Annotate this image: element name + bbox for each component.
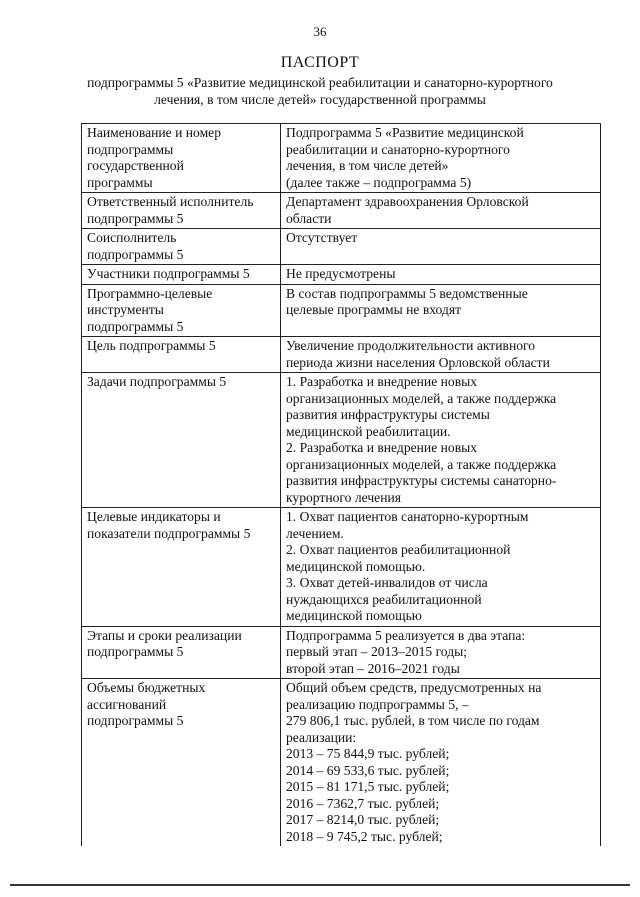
row-value-line: Отсутствует bbox=[286, 230, 358, 245]
row-value-line: 2018 – 9 745,2 тыс. рублей; bbox=[286, 828, 443, 844]
row-label-line: Объемы бюджетных bbox=[87, 680, 206, 695]
row-value-cell bbox=[281, 124, 601, 193]
row-value-line: реализацию подпрограммы 5, – bbox=[286, 696, 469, 712]
row-label-cell bbox=[82, 508, 281, 627]
row-value-line: 3. Охват детей-инвалидов от числа bbox=[286, 575, 488, 590]
table-row bbox=[82, 124, 601, 193]
row-label-cell bbox=[82, 124, 281, 193]
row-label-line: ассигнований bbox=[87, 696, 167, 712]
table-row bbox=[82, 284, 601, 337]
row-label-cell bbox=[82, 679, 281, 847]
row-label-cell bbox=[82, 265, 281, 285]
row-value-line: лечения, в том числе детей» bbox=[286, 158, 449, 173]
row-value-cell bbox=[281, 373, 601, 508]
row-value-line: первый этап – 2013–2015 годы; bbox=[286, 644, 468, 659]
row-label-line: Задачи подпрограммы 5 bbox=[87, 374, 227, 389]
row-value-line: целевые программы не входят bbox=[286, 302, 462, 317]
row-label-line: Целевые индикаторы и bbox=[87, 509, 221, 524]
row-value-line: развития инфраструктуры системы bbox=[286, 407, 490, 422]
document-title: ПАСПОРТ bbox=[280, 54, 360, 71]
row-label-cell bbox=[82, 229, 281, 265]
row-label-line: Соисполнитель bbox=[87, 230, 177, 245]
document-subtitle: подпрограммы 5 «Развитие медицинской реабилитации и санаторно-курортного лечения, в том числе детей» государственной программы bbox=[87, 75, 553, 107]
table-row bbox=[82, 193, 601, 229]
row-value-cell bbox=[281, 626, 601, 679]
row-value-line: 279 806,1 тыс. рублей, в том числе по годам bbox=[286, 713, 540, 728]
row-value-line: Общий объем средств, предусмотренных на bbox=[286, 680, 542, 695]
row-value-line: Не предусмотрены bbox=[286, 266, 396, 281]
row-value-line: реализации: bbox=[286, 729, 357, 745]
row-value-line: курортного лечения bbox=[286, 489, 402, 505]
row-label-cell bbox=[82, 193, 281, 229]
row-value-line: реабилитации и санаторно-курортного bbox=[286, 141, 510, 157]
row-value-cell bbox=[281, 229, 601, 265]
table-row bbox=[82, 373, 601, 508]
page-number: 36 bbox=[313, 24, 327, 39]
row-label-line: подпрограммы 5 bbox=[87, 210, 184, 226]
row-label-line: подпрограммы 5 bbox=[87, 713, 184, 728]
table-row bbox=[82, 508, 601, 627]
row-label-line: Участники подпрограммы 5 bbox=[87, 266, 250, 281]
row-label-line: Цель подпрограммы 5 bbox=[87, 338, 216, 353]
row-label-cell bbox=[82, 626, 281, 679]
row-label-cell bbox=[82, 284, 281, 337]
row-label-line: показатели подпрограммы 5 bbox=[87, 525, 251, 541]
passport-table bbox=[81, 123, 601, 846]
table-row bbox=[82, 337, 601, 373]
row-label-line: инструменты bbox=[87, 302, 164, 317]
row-value-line: 2015 – 81 171,5 тыс. рублей; bbox=[286, 779, 450, 794]
row-value-cell bbox=[281, 193, 601, 229]
row-value-line: В состав подпрограммы 5 ведомственные bbox=[286, 285, 528, 301]
table-row bbox=[82, 229, 601, 265]
row-value-line: 2. Охват пациентов реабилитационной bbox=[286, 542, 511, 557]
row-value-line: 2013 – 75 844,9 тыс. рублей; bbox=[286, 746, 450, 761]
row-label-line: подпрограммы 5 bbox=[87, 644, 184, 659]
table-row bbox=[82, 265, 601, 285]
row-value-cell bbox=[281, 508, 601, 627]
row-label-line: Ответственный исполнитель bbox=[87, 194, 254, 209]
row-value-line: (далее также – подпрограмма 5) bbox=[286, 174, 472, 190]
row-value-cell bbox=[281, 679, 601, 847]
row-value-line: медицинской помощью. bbox=[286, 558, 426, 574]
row-value-line: Департамент здравоохранения Орловской bbox=[286, 194, 529, 209]
row-value-line: медицинской помощью bbox=[286, 608, 422, 623]
row-label-line: государственной bbox=[87, 158, 184, 173]
row-label-line: Программно-целевые bbox=[87, 285, 213, 301]
row-value-line: 2016 – 7362,7 тыс. рублей; bbox=[286, 795, 440, 811]
row-value-line: Подпрограмма 5 реализуется в два этапа: bbox=[286, 627, 526, 643]
row-value-line: второй этап – 2016–2021 годы bbox=[286, 660, 460, 676]
row-value-line: области bbox=[286, 210, 332, 226]
row-value-cell bbox=[281, 337, 601, 373]
row-value-line: Увеличение продолжительности активного bbox=[286, 338, 536, 353]
row-label-line: Наименование и номер bbox=[87, 125, 222, 140]
row-value-line: периода жизни населения Орловской области bbox=[286, 354, 550, 370]
row-label-line: подпрограммы 5 bbox=[87, 318, 184, 334]
row-value-line: 1. Разработка и внедрение новых bbox=[286, 374, 478, 389]
row-value-line: Подпрограмма 5 «Развитие медицинской bbox=[286, 125, 524, 140]
row-value-line: организационных моделей, а также поддержка bbox=[286, 456, 557, 472]
row-label-cell bbox=[82, 337, 281, 373]
row-label-line: Этапы и сроки реализации bbox=[87, 627, 242, 643]
row-value-line: лечением. bbox=[286, 525, 344, 541]
row-value-line: 2017 – 8214,0 тыс. рублей; bbox=[286, 812, 440, 827]
row-value-line: 1. Охват пациентов санаторно-курортным bbox=[286, 509, 529, 524]
row-label-line: подпрограммы 5 bbox=[87, 246, 184, 262]
row-value-line: 2014 – 69 533,6 тыс. рублей; bbox=[286, 762, 450, 778]
passport-table-body bbox=[82, 124, 601, 847]
row-label-cell bbox=[82, 373, 281, 508]
row-value-line: нуждающихся реабилитационной bbox=[286, 591, 482, 607]
row-value-line: организационных моделей, а также поддержка bbox=[286, 390, 557, 406]
table-row bbox=[82, 679, 601, 847]
row-label-line: подпрограммы bbox=[87, 141, 174, 157]
row-value-line: 2. Разработка и внедрение новых bbox=[286, 440, 478, 455]
row-label-line: программы bbox=[87, 174, 153, 190]
footer-rule bbox=[10, 884, 630, 886]
row-value-line: развития инфраструктуры системы санаторно- bbox=[286, 473, 557, 488]
row-value-cell bbox=[281, 284, 601, 337]
row-value-line: медицинской реабилитации. bbox=[286, 423, 451, 439]
row-value-cell bbox=[281, 265, 601, 285]
table-row bbox=[82, 626, 601, 679]
